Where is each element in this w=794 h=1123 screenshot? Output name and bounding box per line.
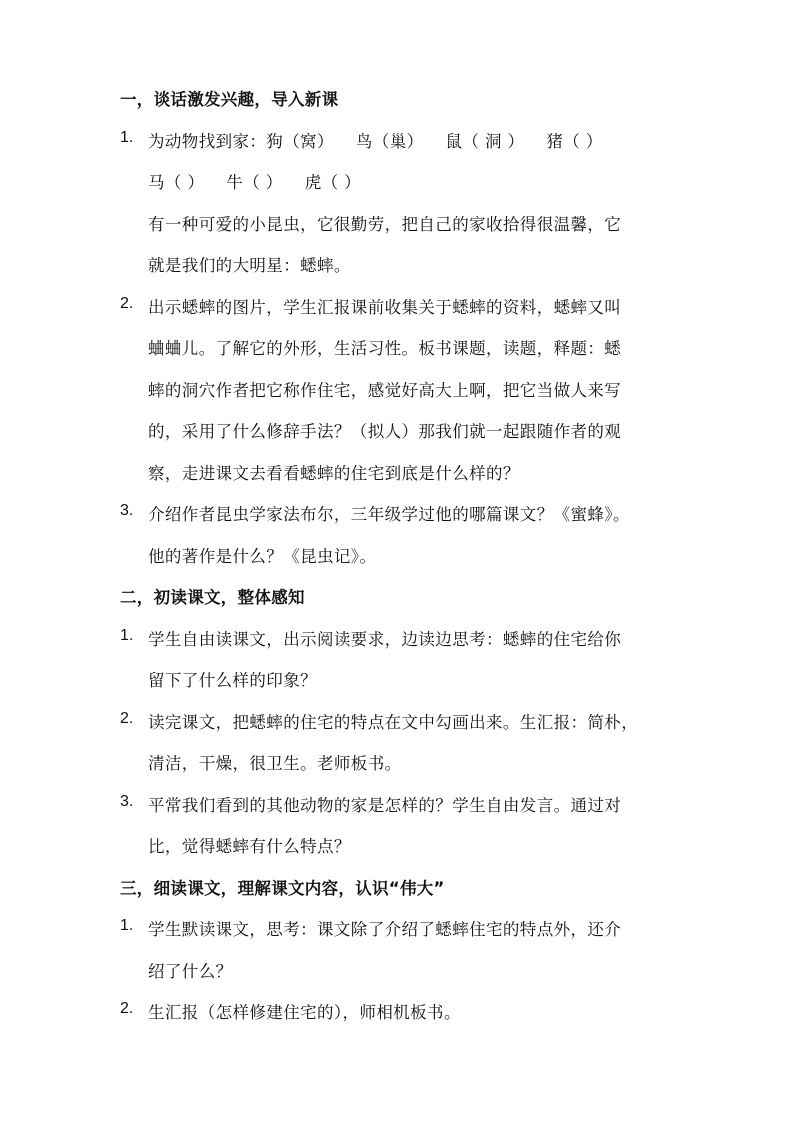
- text-run: 牛（ ）: [226, 173, 283, 192]
- text-run: 出示蟋蟀的图片，学生汇报课前收集关于蟋蟀的资料，蟋蟀又叫: [148, 297, 622, 317]
- list-item-line: [148, 916, 621, 940]
- list-item-line: [148, 543, 376, 567]
- text-run: 他的著作是什么？《昆虫记》。: [148, 546, 377, 566]
- text-run: 清洁，干燥，很卫生。老师板书。: [148, 754, 402, 773]
- list-item-line: [148, 667, 317, 691]
- list-item-line: [148, 418, 621, 442]
- text-run: 比，觉得蟋蟀有什么特点？: [148, 837, 351, 856]
- text-run: 读完课文，把蟋蟀的住宅的特点在文中勾画出来。生汇报：简朴，: [148, 712, 639, 732]
- list-item-number: 3.: [120, 502, 134, 519]
- text-run: 察，走进课文去看看蟋蟀的住宅到底是什么样的？: [148, 463, 520, 483]
- list-item-line: [148, 709, 638, 733]
- list-item-number: 2.: [120, 294, 134, 312]
- list-item-number: 2.: [120, 709, 134, 727]
- text-run: 的，采用了什么修辞手法？（拟人）那我们就一起跟随作者的观: [148, 422, 622, 441]
- text-run: 学生自由读课文，出示阅读要求，边读边思考：蟋蟀的住宅给你: [148, 629, 622, 649]
- list-item-line: [148, 792, 621, 816]
- list-item-line: [148, 169, 361, 193]
- text-run: 介绍作者昆虫学家法布尔，三年级学过他的哪篇课文？《蜜蜂》。: [148, 505, 630, 524]
- list-item-line: [148, 460, 520, 484]
- text-run: 鼠（ 洞 ）: [445, 131, 525, 151]
- section-heading: 一，谈话激发兴趣，导入新课: [120, 90, 339, 109]
- list-item-line: [148, 211, 621, 235]
- text-run: 马（ ）: [148, 173, 205, 192]
- list-item-line: [148, 252, 351, 276]
- text-run: 留下了什么样的印象？: [148, 671, 317, 690]
- text-run: 平常我们看到的其他动物的家是怎样的？学生自由发言。通过对: [148, 795, 622, 815]
- list-item-line: [148, 377, 621, 401]
- text-run: 生汇报（怎样修建住宅的），师相机板书。: [148, 1003, 461, 1022]
- list-item-number: 3.: [120, 792, 134, 810]
- text-run: 就是我们的大明星：蟋蟀。: [148, 256, 351, 275]
- list-item-line: [148, 833, 351, 857]
- list-item-line: [148, 999, 461, 1023]
- list-item-line: [148, 958, 233, 982]
- text-run: 猪（ ）: [546, 131, 603, 151]
- text-run: 鸟（巢）: [355, 131, 424, 151]
- list-item-line: [148, 128, 603, 152]
- list-item-number: 1.: [120, 626, 134, 644]
- list-item-line: [148, 750, 402, 774]
- section-heading: 二，初读课文，整体感知: [120, 588, 305, 607]
- list-item-number: 2.: [120, 1000, 134, 1017]
- text-run: 有一种可爱的小昆虫，它很勤劳，把自己的家收拾得很温馨，它: [148, 214, 622, 234]
- text-run: 蟀的洞穴作者把它称作住宅，感觉好高大上啊，把它当做人来写: [148, 380, 622, 400]
- list-item-line: [148, 335, 621, 359]
- list-item-line: [148, 294, 621, 318]
- text-run: 为动物找到家：狗（窝）: [148, 131, 334, 151]
- text-run: 蛐蛐儿。了解它的外形，生活习性。板书课题，读题，释题：蟋: [148, 339, 622, 358]
- text-run: 绍了什么？: [148, 961, 233, 981]
- list-item-number: 1.: [120, 917, 134, 934]
- text-run: 学生默读课文，思考：课文除了介绍了蟋蟀住宅的特点外，还介: [148, 920, 622, 939]
- list-item-line: [148, 501, 630, 525]
- list-item-number: 1.: [120, 128, 134, 146]
- list-item-line: [148, 626, 621, 650]
- section-heading: 三，细读课文，理解课文内容，认识“伟大”: [120, 878, 445, 898]
- text-run: 虎（ ）: [304, 173, 362, 192]
